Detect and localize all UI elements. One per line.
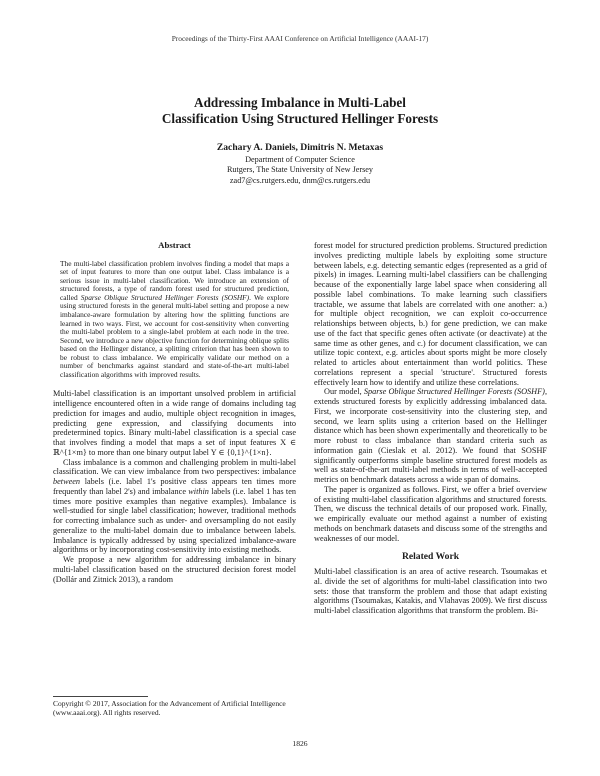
abstract-text-b: . We explore using structured forests in the general multi-label setting and propose a new imbalance-aware formulation by altering how the splitting functions are learned in two ways. First, we account for cost-sensitivity when converting the multi-label problem to a single-label problem at each node in the tree. Second, we introduce a new objective function for determining oblique splits based on the Hellinger distance, a splitting criterion that has been shown to be robust to class imbalance. We empirically validate our method on a number of benchmarks against standard and state-of-the-art multi-label classification algorithms with improved results. (60, 292, 289, 379)
university: Rutgers, The State University of New Jersey (226, 165, 374, 175)
intro-p2-within: within (188, 486, 209, 496)
authors: Zachary A. Daniels, Dimitris N. Metaxas (216, 142, 384, 153)
abstract-text-a: The multi-label classification problem involves finding a model that maps a set of input features to more than one output label. Class imbalance is a serious issue in multi-label classification. We introduce an extension of structured forests, a type of random forest used for structured prediction, called (60, 258, 289, 302)
right-column (314, 241, 547, 616)
intro-paragraph-3: We propose a new algorithm for addressing imbalance in binary multi-label classification based on the structured decision forest model (Dollár and Zitnick 2013), a random (53, 555, 296, 584)
abstract-method-name: Sparse Oblique Structured Hellinger Forests (SOSHF) (80, 292, 250, 302)
intro-p2-a: Class imbalance is a common and challenging problem in multi-label classification. We can view imbalance from two perspectives: imbalance (53, 457, 296, 477)
related-work-heading: Related Work (401, 551, 460, 563)
intro-paragraph-4: forest model for structured prediction problems. Structured prediction involves predicting multiple labels by exploiting some structure between labels, e.g. detecting semantic edges (represented as a grid of pixels) in images. Learning multi-label classifiers can be challenging because of the exponentially large label space when considering all possible label combinations. To make learning such classifiers tractable, we assume that labels are correlated with one another: a.) for multiple object recognition, we can exploit co-occurrence relationships between objects, b.) for gene prediction, we can make use of the fact that specific genes often activate (or deactivate) at the same time as other genes, and c.) for document classification, we can utilize topic context, e.g. articles about sports might be more closely related to articles about entertainment than world politics. These correlations represent a special 'structure'. Structured forests effectively learn how to identify and utilize these correlations. (314, 241, 547, 387)
intro-p2-between: between (53, 477, 81, 487)
intro-p2-b: labels (i.e. label 1's positive class appears ten times more frequently than label 2's) and imbalance (53, 477, 296, 496)
abstract-text (53, 260, 296, 380)
intro-p2-c: labels (i.e. label 1 has ten times more positive examples than negative examples). Imbalance is well-studied for single label classification; however, traditional methods for correcting imbalance such as under- and oversampling do not easily generalize to the multi-label domain due to imbalance between labels. Imbalance is typically addressed by using specialized imbalance-aware algorithms or by incorporating cost-sensitivity into existing methods. (53, 486, 296, 555)
intro-paragraph-1: Multi-label classification is an important unsolved problem in artificial intelligence encountered often in a wide range of domains including tag prediction for images and audio, multiple object recognition in images, predicting gene expression, and classifying documents into predetermined topics. Binary multi-label classification is a special case that involves finding a model that maps a set of input features X ∈ ℝ^{1×m} to more than one binary output label Y ∈ {0,1}^{1×n}. (53, 389, 296, 457)
left-column (53, 241, 296, 584)
proceedings-header: Proceedings of the Thirty-First AAAI Conference on Artificial Intelligence (AAAI-17) (171, 34, 429, 43)
department: Department of Computer Science (245, 155, 355, 164)
intro-paragraph-2 (53, 458, 296, 556)
intro-paragraph-6: The paper is organized as follows. First, we offer a brief overview of existing multi-label classification algorithms and structured forests. Then, we discuss the technical details of our proposed work. Finally, we empirically evaluate our method against a number of existing methods on benchmark datasets and discuss some of the strengths and weaknesses of our model. (314, 484, 547, 543)
title-line-2: Classification Using Structured Hellinger Forests (161, 111, 439, 126)
intro-p5-method-name: Sparse Oblique Structured Hellinger Forests (SOSHF) (363, 387, 545, 397)
intro-p5-a: Our model, (324, 387, 364, 397)
intro-paragraph-5 (314, 387, 547, 485)
emails: zad7@cs.rutgers.edu, dnm@cs.rutgers.edu (229, 175, 371, 185)
footnote-rule (53, 696, 148, 697)
title-line-1: Addressing Imbalance in Multi-Label (194, 95, 406, 110)
abstract-heading: Abstract (158, 240, 191, 250)
copyright-footnote: Copyright © 2017, Association for the Advancement of Artificial Intelligence (www.aaai.org). All rights reserved. (53, 699, 286, 717)
intro-p5-b: , extends structured forests by explicitly addressing imbalanced data. First, we incorporate cost-sensitivity into the clustering step, and second, we learn splits using a criterion based on the Hellinger distance which has been shown experimentally and theoretically to be more robust to class imbalance than standard criteria such as information gain (Cieslak et al. 2012). We found that SOSHF significantly outperforms simple baseline structured forest models as well as state-of-the-art multi-label methods in terms of well-accepted metrics on benchmark datasets across a wide span of domains. (314, 387, 547, 484)
paper-title (0, 95, 600, 127)
affiliation (0, 155, 600, 186)
related-work-paragraph: Multi-label classification is an area of active research. Tsoumakas et al. divide the set of algorithms for multi-label classification into two sets: those that transform the problem and those that adapt existing algorithms (Tsoumakas, Katakis, and Vlahavas 2009). We first discuss multi-label classification algorithms that transform the problem. Bi- (314, 567, 547, 615)
page-number: 1826 (292, 739, 308, 748)
